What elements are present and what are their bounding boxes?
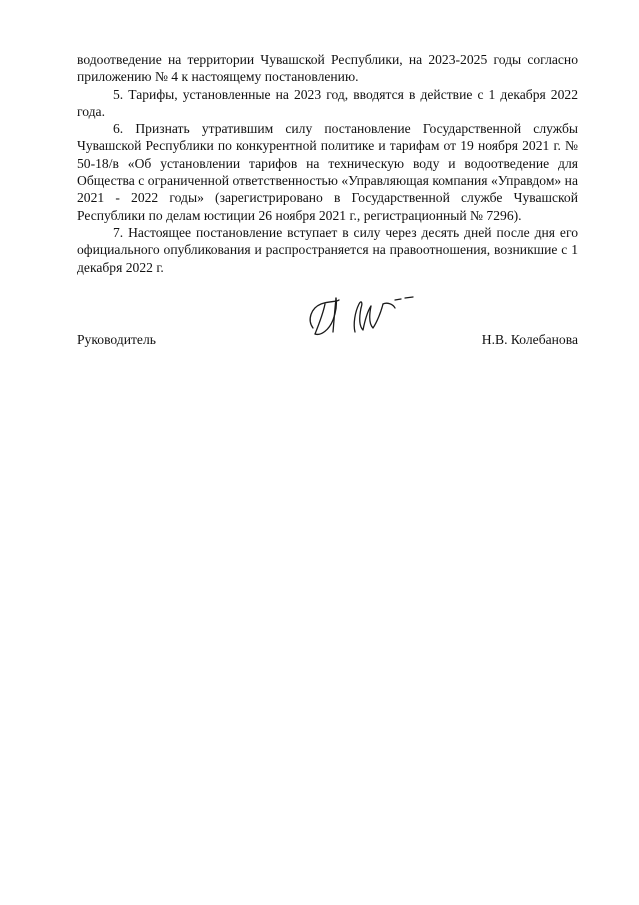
paragraph-item-7: 7. Настоящее постановление вступает в силу через десять дней после дня его официального опубликования и распространяется на правоотношения, возникшие с 1 декабря 2022 г.: [77, 224, 578, 275]
paragraph-item-6: 6. Признать утратившим силу постановление Государственной службы Чувашской Республики по конкурентной политике и тарифам от 19 ноября 2021 г. № 50-18/в «Об установлении тарифов на техническую воду и водоотведение для Общества с ограниченной ответственностью «Управляющая компания «Управдом» на 2021 - 2022 годы» (зарегистрировано в Государственной службе Чувашской Республики по делам юстиции 26 ноября 2021 г., регистрационный № 7296).: [77, 121, 578, 223]
signatory-name: Н.В. Колебанова: [481, 332, 578, 347]
paragraph-item-5: 5. Тарифы, установленные на 2023 год, вводятся в действие с 1 декабря 2022 года.: [77, 86, 578, 119]
document-body: [77, 51, 578, 276]
paragraph-continuation: водоотведение на территории Чувашской Республики, на 2023-2025 годы согласно приложению № 4 к настоящему постановлению.: [77, 52, 578, 85]
signatory-title: Руководитель: [77, 332, 156, 347]
handwritten-signature: [303, 290, 423, 348]
